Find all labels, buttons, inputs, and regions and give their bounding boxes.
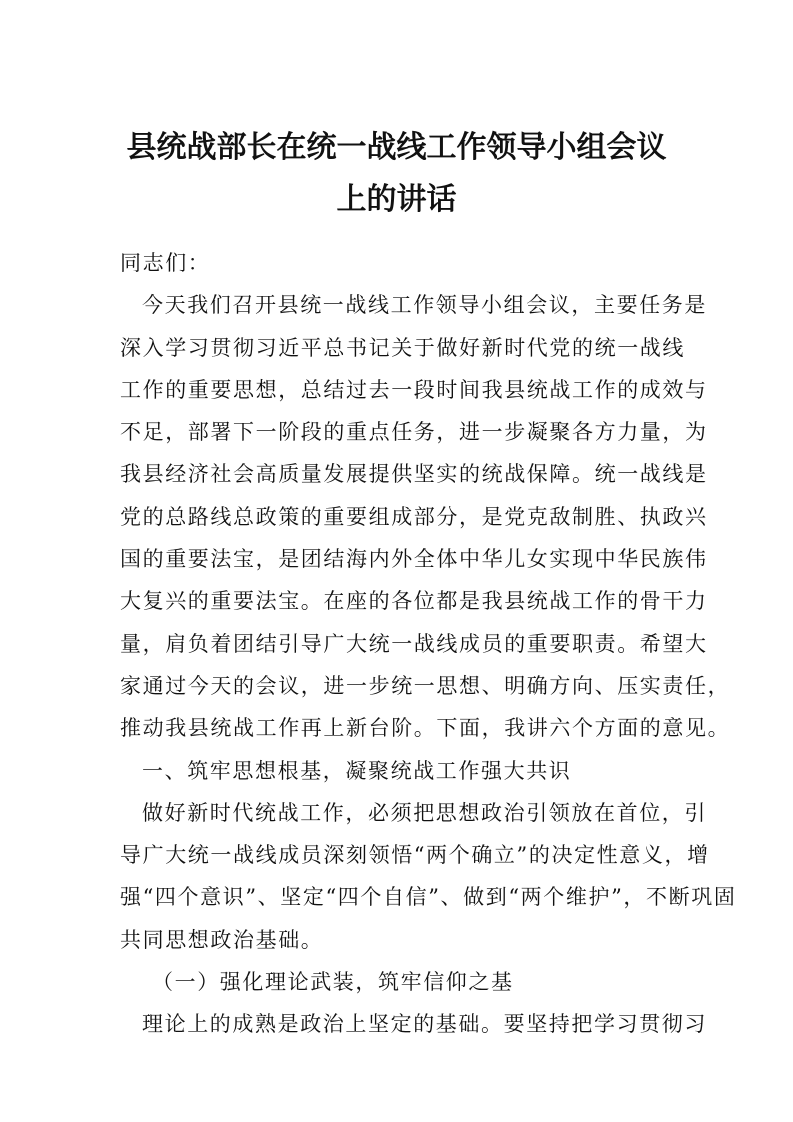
paragraph-line: 不足，部署下一阶段的重点任务，进一步凝聚各方力量，为: [120, 420, 708, 445]
paragraph-2: [120, 792, 737, 961]
paragraph-line: 我县经济社会高质量发展提供坚实的统战保障。统一战线是: [120, 462, 708, 487]
paragraph-3: [120, 1003, 707, 1045]
paragraph-1: [120, 284, 731, 749]
paragraph-line: 今天我们召开县统一战线工作领导小组会议，主要任务是: [142, 293, 707, 318]
section-heading-1: 一、筑牢思想根基，凝聚统战工作强大共识: [142, 758, 572, 783]
document-body: [120, 242, 737, 1046]
paragraph-line: 深入学习贯彻习近平总书记关于做好新时代党的统一战线: [120, 335, 685, 360]
subsection-heading-1: （一）强化理论武装，筑牢信仰之基: [152, 970, 514, 995]
salutation: 同志们：: [120, 251, 211, 275]
title-line-1: 县统战部长在统一战线工作领导小组会议: [126, 130, 667, 165]
paragraph-line: 家通过今天的会议，进一步统一思想、明确方向、压实责任，: [120, 673, 731, 698]
paragraph-line: 共同思想政治基础。: [120, 927, 324, 952]
paragraph-line: 国的重要法宝，是团结海内外全体中华儿女实现中华民族伟: [120, 547, 708, 572]
paragraph-line: 理论上的成熟是政治上坚定的基础。要坚持把学习贯彻习: [142, 1012, 707, 1037]
paragraph-line: 强“四个意识”、坚定“四个自信”、做到“两个维护”，不断巩固: [120, 885, 737, 910]
paragraph-line: 做好新时代统战工作，必须把思想政治引领放在首位，引: [142, 800, 707, 825]
paragraph-line: 量，肩负着团结引导广大统一战线成员的重要职责。希望大: [120, 631, 708, 656]
paragraph-line: 推动我县统战工作再上新台阶。下面，我讲六个方面的意见。: [120, 716, 731, 741]
paragraph-line: 工作的重要思想，总结过去一段时间我县统战工作的成效与: [120, 377, 708, 402]
document-title: [100, 122, 693, 226]
paragraph-line: 导广大统一战线成员深刻领悟“两个确立”的决定性意义，增: [120, 843, 710, 868]
paragraph-line: 党的总路线总政策的重要组成部分，是党克敌制胜、执政兴: [120, 504, 708, 529]
title-line-2: 上的讲话: [336, 182, 457, 217]
paragraph-line: 大复兴的重要法宝。在座的各位都是我县统战工作的骨干力: [120, 589, 708, 614]
